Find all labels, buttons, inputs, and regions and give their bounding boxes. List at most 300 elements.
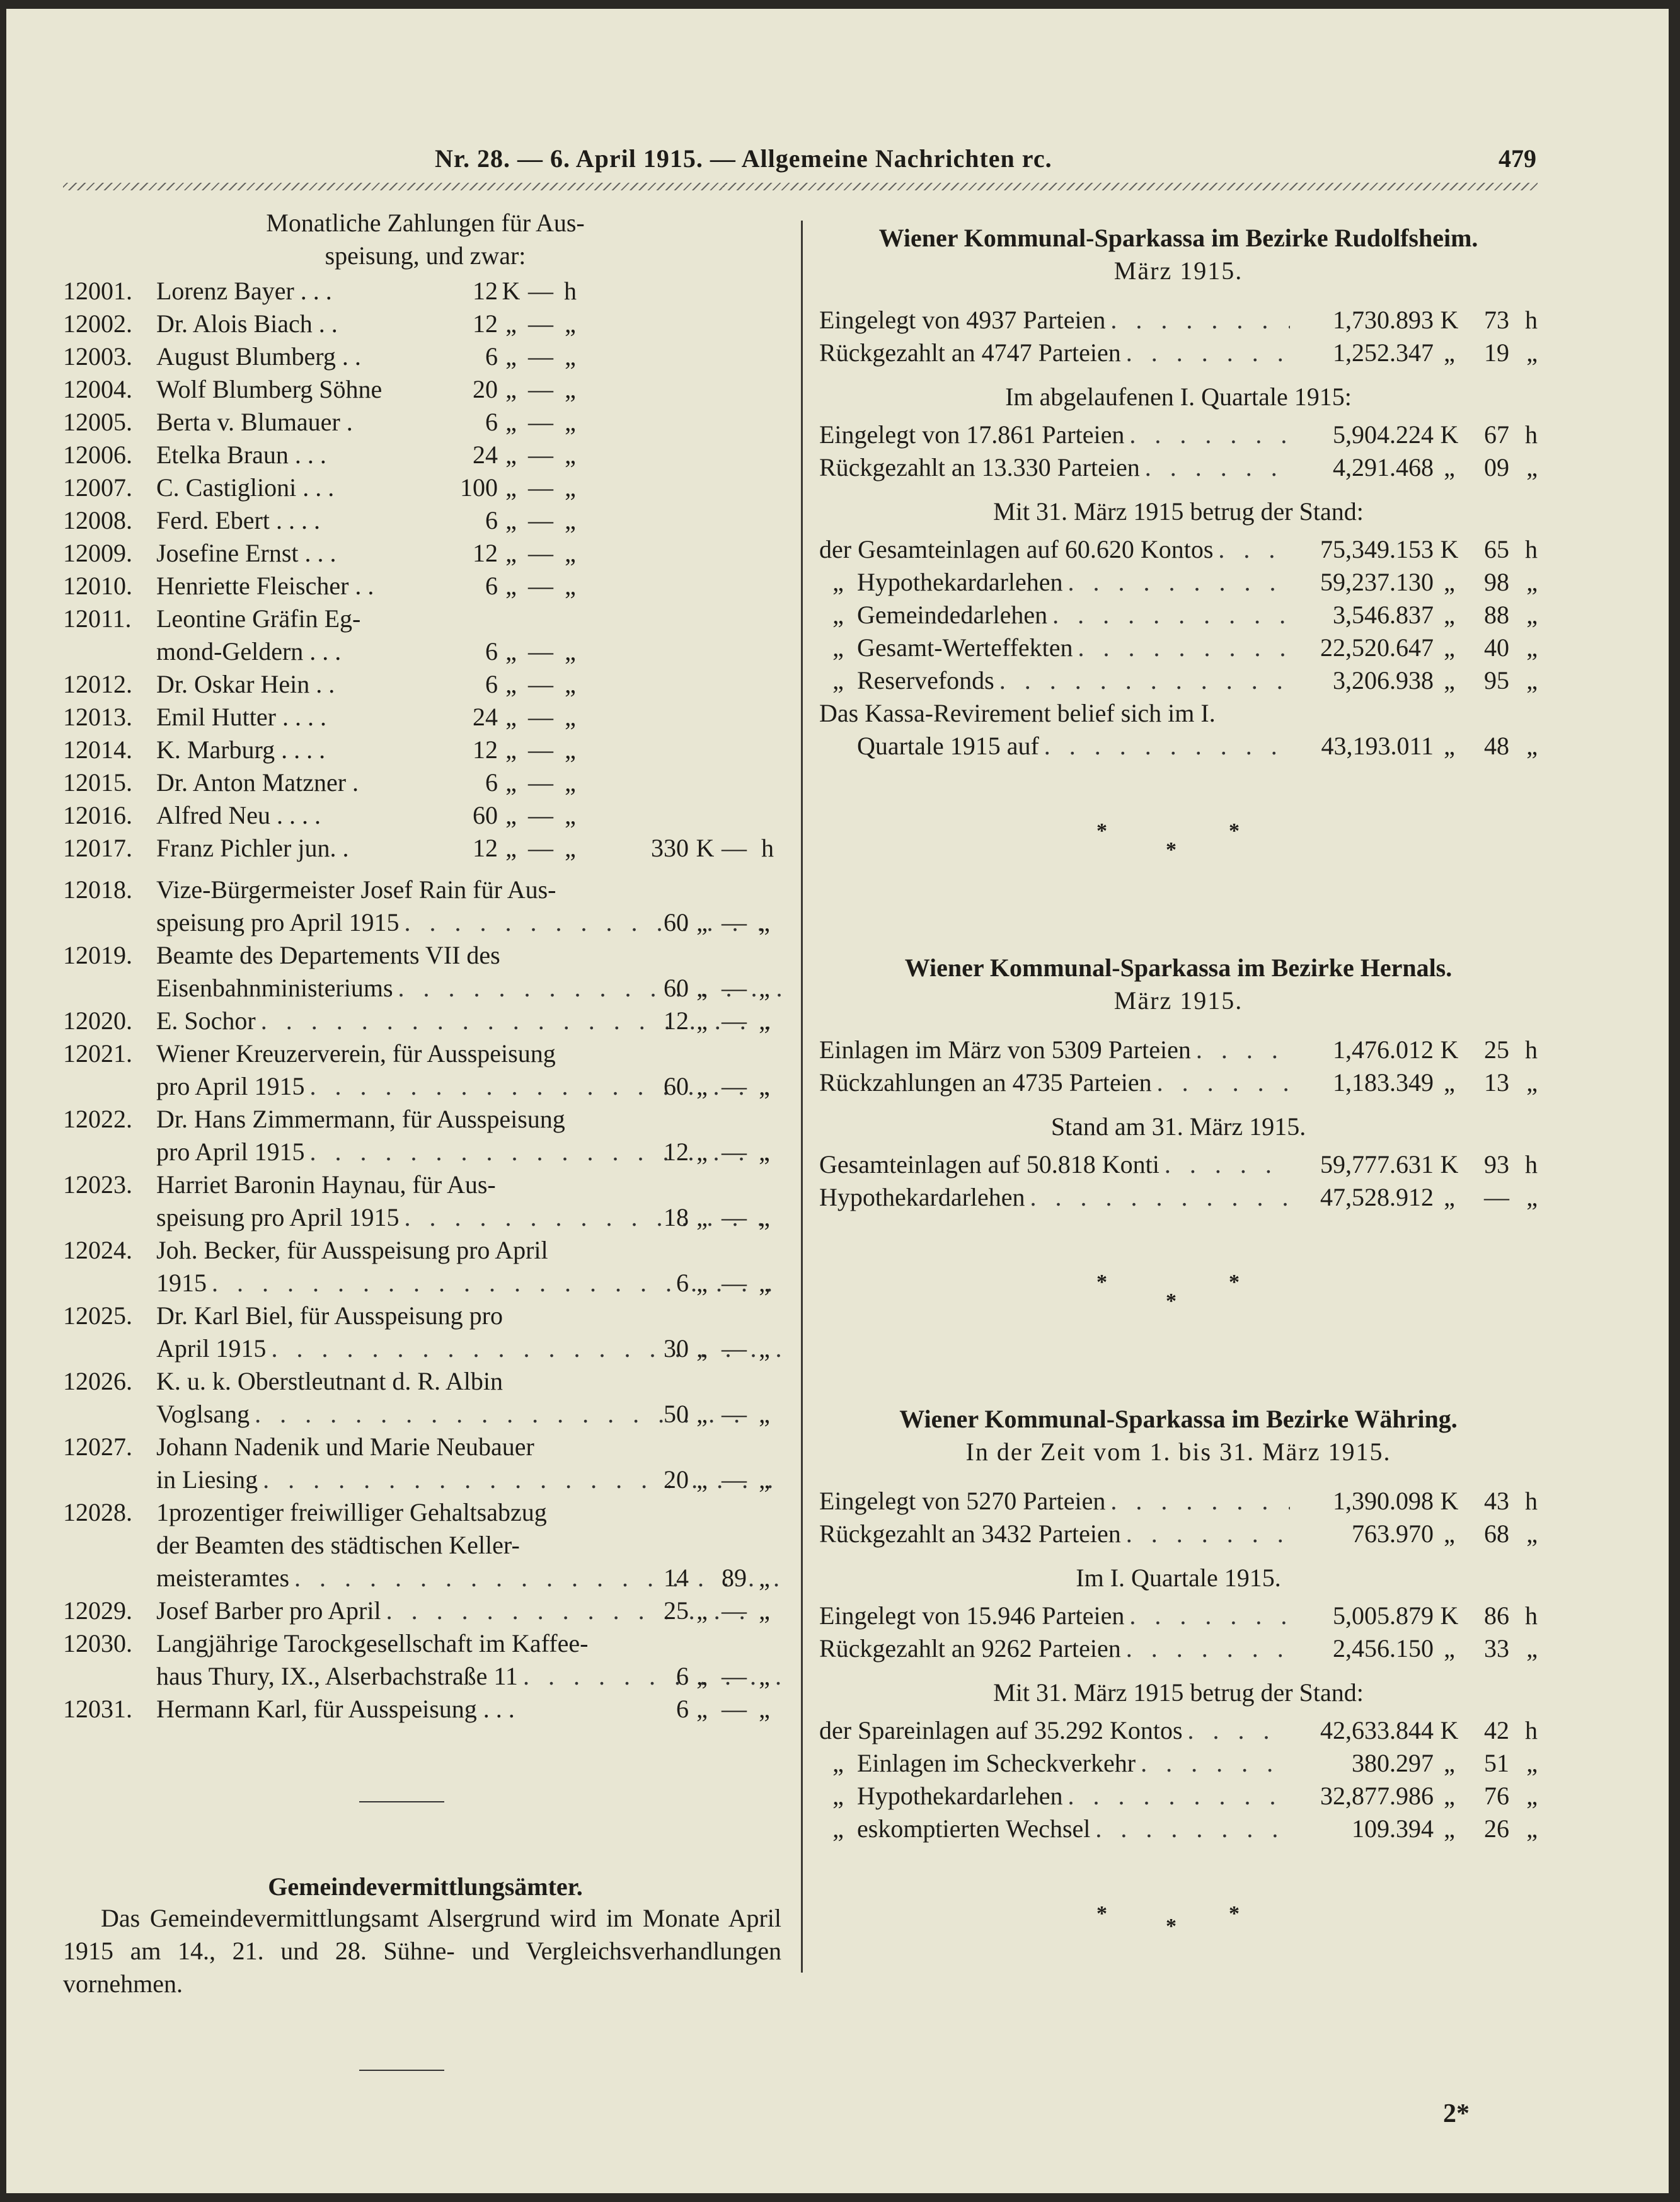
- savings-bank-column: [819, 222, 1538, 1971]
- entry-number: 12010.: [63, 572, 132, 600]
- dot-leader: [1188, 1714, 1290, 1747]
- list-item: [63, 340, 788, 373]
- entry-name: Josefine Ernst . . .: [156, 539, 337, 567]
- row-label: Einlagen im März von 5309 Parteien: [819, 1035, 1191, 1064]
- entry-heller-unit: „: [565, 637, 576, 666]
- row-unit: „: [1444, 1814, 1455, 1843]
- row-label: Rückgezahlt an 13.330 Parteien: [819, 453, 1140, 481]
- entry-name: Hermann Karl, für Ausspeisung . . .: [156, 1695, 515, 1723]
- account-row: [819, 1034, 1538, 1066]
- entry-heller: —: [528, 834, 553, 862]
- entry-name: K. u. k. Oberstleutnant d. R. Albin: [156, 1367, 503, 1395]
- dot-leader: [1218, 533, 1290, 566]
- subheading: Im I. Quartale 1915.: [1076, 1564, 1281, 1592]
- dot-leader: [1129, 418, 1290, 451]
- list-item: [63, 1627, 788, 1693]
- dot-leader: [1078, 631, 1290, 664]
- entry-heller-unit: „: [565, 768, 576, 797]
- star-mark: *: [1096, 819, 1107, 843]
- entry-heller-unit: „: [565, 408, 576, 436]
- list-item-line: [63, 939, 788, 972]
- list-heading-line-1: Monatliche Zahlungen für Aus-: [266, 209, 585, 237]
- entry-number: 12006.: [63, 441, 132, 469]
- list-heading-line-2: speisung, und zwar:: [325, 241, 526, 270]
- list-item-line: [63, 275, 788, 308]
- entry-name: pro April 1915: [156, 1072, 305, 1100]
- entry-heller-unit: „: [565, 834, 576, 862]
- account-row: [819, 1066, 1538, 1099]
- entry-heller: —: [722, 1269, 747, 1297]
- dot-leader: [1068, 566, 1290, 599]
- row-unit: „: [1444, 666, 1455, 695]
- row-heller-unit: h: [1525, 535, 1538, 563]
- row-heller-unit: „: [1526, 666, 1538, 695]
- list-item-line: [63, 734, 788, 766]
- account-row: [819, 1181, 1538, 1214]
- entry-unit: „: [696, 1203, 708, 1231]
- entry-heller: —: [722, 1662, 747, 1690]
- row-amount: 1,476.012: [1333, 1035, 1434, 1064]
- entry-number: 12025.: [63, 1301, 132, 1330]
- row-unit: „: [1444, 601, 1455, 629]
- row-heller-unit: „: [1526, 1068, 1538, 1097]
- entry-unit: „: [505, 670, 517, 698]
- list-item: [63, 471, 788, 504]
- entry-heller-unit: „: [565, 506, 576, 534]
- list-item-line: [63, 373, 788, 406]
- header-wavy-rule: [63, 183, 1538, 190]
- list-item: [63, 1168, 788, 1234]
- entry-number: 12024.: [63, 1236, 132, 1264]
- row-amount: 763.970: [1352, 1519, 1434, 1548]
- list-item-line: [63, 1431, 788, 1463]
- star-mark: *: [1096, 1271, 1107, 1294]
- list-item: [63, 373, 788, 406]
- account-row: [819, 1780, 1538, 1813]
- star-mark: *: [1229, 819, 1240, 843]
- list-item-line: [63, 1168, 788, 1201]
- entry-number: 12018.: [63, 875, 132, 904]
- entry-name: Dr. Alois Biach . .: [156, 309, 338, 338]
- list-item: [63, 1431, 788, 1496]
- entry-name: Eisenbahnministeriums: [156, 974, 393, 1002]
- row-heller: —: [1484, 1183, 1509, 1211]
- entry-unit: „: [505, 473, 517, 502]
- entry-amount: 60: [664, 1072, 689, 1100]
- entry-heller: —: [528, 473, 553, 502]
- entry-heller: —: [528, 277, 553, 305]
- account-row: [819, 451, 1538, 484]
- report-period: März 1915.: [1113, 257, 1243, 285]
- dot-leader: [1126, 337, 1290, 369]
- entry-number: 12030.: [63, 1629, 132, 1657]
- entry-number: 12016.: [63, 801, 132, 829]
- entry-text: [156, 1168, 788, 1201]
- entry-heller-unit: „: [565, 572, 576, 600]
- star-mark: *: [1166, 1289, 1177, 1313]
- separator-stars: [819, 1845, 1538, 1971]
- row-heller: 95: [1484, 666, 1509, 695]
- list-item-line: [63, 1037, 788, 1070]
- entry-heller-unit: „: [759, 1006, 770, 1035]
- dot-leader: [1095, 1813, 1290, 1845]
- list-item-line: [63, 340, 788, 373]
- ditto-mark: „: [832, 666, 844, 695]
- row-unit: K: [1440, 306, 1459, 334]
- entry-unit: „: [505, 441, 517, 469]
- entry-heller: —: [528, 670, 553, 698]
- list-item-line: [63, 1332, 788, 1365]
- row-label: Hypothekardarlehen: [857, 1782, 1063, 1810]
- row-heller-unit: h: [1525, 1601, 1538, 1630]
- report-title: Wiener Kommunal-Sparkassa im Bezirke Hernals.: [904, 954, 1453, 982]
- entry-unit: „: [505, 801, 517, 829]
- list-item: [63, 1496, 788, 1594]
- row-amount: 22,520.647: [1320, 633, 1434, 662]
- row-heller-unit: „: [1526, 601, 1538, 629]
- list-item-line: [63, 1562, 788, 1594]
- savings-bank-report: [819, 1403, 1538, 1845]
- row-heller-unit: „: [1526, 453, 1538, 481]
- row-unit: K: [1440, 535, 1459, 563]
- entry-name: Johann Nadenik und Marie Neubauer: [156, 1432, 534, 1461]
- entry-name: C. Castiglioni . . .: [156, 473, 335, 502]
- ditto-mark: „: [832, 633, 844, 662]
- row-label: Eingelegt von 15.946 Parteien: [819, 1601, 1125, 1630]
- row-amount: 75,349.153: [1320, 535, 1434, 563]
- row-amount: 380.297: [1352, 1749, 1434, 1777]
- row-heller-unit: h: [1525, 1150, 1538, 1179]
- row-heller-unit: „: [1526, 1634, 1538, 1663]
- entry-amount: 25: [664, 1596, 689, 1625]
- entry-name: haus Thury, IX., Alserbachstraße 11: [156, 1662, 518, 1690]
- entry-number: 12022.: [63, 1105, 132, 1133]
- list-item-line: [63, 1627, 788, 1660]
- entry-number: 12031.: [63, 1695, 132, 1723]
- row-heller-unit: „: [1526, 732, 1538, 760]
- entry-name: Emil Hutter . . . .: [156, 703, 326, 731]
- row-heller: 76: [1484, 1782, 1509, 1810]
- list-item: [63, 734, 788, 766]
- dot-leader: [1165, 1148, 1290, 1181]
- dot-leader: [1110, 304, 1290, 337]
- entry-number: 12005.: [63, 408, 132, 436]
- entry-heller: —: [528, 375, 553, 403]
- savings-bank-report: [819, 222, 1538, 763]
- row-amount: 109.394: [1352, 1814, 1434, 1843]
- row-unit: K: [1440, 1601, 1459, 1630]
- star-mark: *: [1166, 838, 1177, 862]
- list-item: [63, 873, 788, 939]
- entry-name: Beamte des Departements VII des: [156, 941, 500, 969]
- row-amount: 2,456.150: [1333, 1634, 1434, 1663]
- entry-text: [156, 1234, 788, 1267]
- entry-heller: —: [722, 1596, 747, 1625]
- entry-name: E. Sochor: [156, 1006, 256, 1035]
- row-heller-unit: „: [1526, 1519, 1538, 1548]
- entry-heller-unit: „: [759, 1138, 770, 1166]
- list-item-line: [63, 1201, 788, 1234]
- entry-unit: „: [505, 703, 517, 731]
- entry-amount: 6: [485, 572, 498, 600]
- row-heller: 86: [1484, 1601, 1509, 1630]
- entry-amount: 6: [676, 1269, 689, 1297]
- entry-number: 12014.: [63, 735, 132, 764]
- row-heller: 19: [1484, 338, 1509, 367]
- entry-unit: „: [505, 506, 517, 534]
- entry-amount: 60: [473, 801, 498, 829]
- list-item: [63, 570, 788, 602]
- row-unit: „: [1444, 1183, 1455, 1211]
- entry-heller: —: [528, 342, 553, 371]
- entry-heller-unit: „: [759, 1400, 770, 1428]
- ditto-mark: „: [832, 1749, 844, 1777]
- entry-heller-unit: „: [759, 974, 770, 1002]
- list-item-line: [63, 537, 788, 570]
- row-amount: 47,528.912: [1320, 1183, 1434, 1211]
- entry-heller: —: [528, 637, 553, 666]
- row-heller-unit: „: [1526, 1814, 1538, 1843]
- entry-amount: 30: [664, 1334, 689, 1363]
- entry-unit: „: [505, 539, 517, 567]
- entry-heller-unit: „: [759, 1269, 770, 1297]
- entry-amount: 6: [485, 506, 498, 534]
- row-label: Hypothekardarlehen: [819, 1183, 1025, 1211]
- account-row: [819, 664, 1538, 697]
- section-rule-bottom: [359, 2070, 444, 2071]
- entry-amount: 24: [473, 703, 498, 731]
- running-header: Nr. 28. — 6. April 1915. — Allgemeine Nachrichten rc.: [435, 144, 1052, 173]
- row-heller: 73: [1484, 306, 1509, 334]
- list-item-line: [63, 602, 788, 635]
- entry-name: 1prozentiger freiwilliger Gehaltsabzug: [156, 1498, 547, 1526]
- row-amount: 42,633.844: [1320, 1716, 1434, 1744]
- text-line: Das Kassa-Revirement belief sich im I.: [819, 699, 1216, 727]
- row-heller-unit: „: [1526, 1782, 1538, 1810]
- entry-amount: 6: [485, 670, 498, 698]
- entry-heller-unit: „: [759, 1203, 770, 1231]
- account-row: [819, 337, 1538, 369]
- entry-number: 12023.: [63, 1170, 132, 1199]
- list-item: [63, 939, 788, 1005]
- entry-heller-unit: „: [759, 1596, 770, 1625]
- row-amount: 1,390.098: [1333, 1487, 1434, 1515]
- section-title: Gemeindevermittlungsämter.: [268, 1872, 583, 1901]
- row-heller: 40: [1484, 633, 1509, 662]
- entry-heller-unit: „: [759, 1072, 770, 1100]
- dot-leader: [999, 664, 1290, 697]
- list-item: [63, 504, 788, 537]
- entry-name: Langjährige Tarockgesellschaft im Kaffee-: [156, 1629, 589, 1657]
- row-amount: 3,206.938: [1333, 666, 1434, 695]
- row-heller-unit: „: [1526, 1749, 1538, 1777]
- list-item-line: [63, 668, 788, 701]
- entry-heller: —: [528, 506, 553, 534]
- entry-amount: 60: [664, 908, 689, 937]
- entry-name: Henriette Fleischer . .: [156, 572, 374, 600]
- entry-unit: „: [505, 735, 517, 764]
- ditto-mark: [819, 730, 857, 763]
- row-unit: „: [1444, 568, 1455, 596]
- subtotal-h: h: [761, 834, 774, 862]
- entry-unit: „: [696, 1334, 708, 1363]
- row-unit: „: [1444, 1519, 1455, 1548]
- list-item-line: [63, 1300, 788, 1332]
- entry-heller: —: [722, 1465, 747, 1494]
- star-mark: *: [1166, 1915, 1177, 1938]
- separator-stars: [819, 763, 1538, 952]
- ditto-mark: „: [832, 601, 844, 629]
- account-row: [819, 1714, 1538, 1747]
- account-row: [819, 1813, 1538, 1845]
- list-item-line: [63, 1463, 788, 1496]
- row-label: Eingelegt von 17.861 Parteien: [819, 420, 1125, 449]
- account-row: [819, 1632, 1538, 1665]
- row-heller: 88: [1484, 601, 1509, 629]
- entry-amount: 20: [664, 1465, 689, 1494]
- subheading: Stand am 31. März 1915.: [1050, 1112, 1306, 1141]
- entry-unit: „: [696, 1465, 708, 1494]
- entry-heller: —: [528, 539, 553, 567]
- account-row: [819, 1148, 1538, 1181]
- entry-heller: —: [722, 1400, 747, 1428]
- entry-text: [156, 1300, 788, 1332]
- row-label: Eingelegt von 4937 Parteien: [819, 306, 1106, 334]
- subtotal-u: K: [696, 834, 715, 862]
- entry-text: [156, 1037, 788, 1070]
- row-heller-unit: h: [1525, 1487, 1538, 1515]
- row-unit: „: [1444, 338, 1455, 367]
- row-heller: 42: [1484, 1716, 1509, 1744]
- row-heller: 51: [1484, 1749, 1509, 1777]
- account-row: [819, 1600, 1538, 1632]
- section-rule: [359, 1801, 444, 1802]
- star-mark: *: [1096, 1902, 1107, 1925]
- account-row: [819, 566, 1538, 599]
- row-heller: 48: [1484, 732, 1509, 760]
- entry-text: [156, 1562, 788, 1594]
- entry-amount: 12: [664, 1138, 689, 1166]
- entry-text: [156, 1496, 788, 1529]
- list-item-line: [63, 873, 788, 906]
- entry-heller: —: [722, 1006, 747, 1035]
- row-heller-unit: „: [1526, 338, 1538, 367]
- list-item-line: [63, 701, 788, 734]
- entry-text: [156, 1529, 788, 1562]
- entry-heller-unit: „: [565, 539, 576, 567]
- entry-number: 12007.: [63, 473, 132, 502]
- entry-amount: 18: [664, 1203, 689, 1231]
- row-unit: K: [1440, 1150, 1459, 1179]
- entry-name: der Beamten des städtischen Keller-: [156, 1531, 520, 1559]
- entry-number: 12019.: [63, 941, 132, 969]
- dot-leader: [1126, 1632, 1290, 1665]
- entry-heller-unit: h: [564, 277, 577, 305]
- row-heller: 33: [1484, 1634, 1509, 1663]
- row-label: Gemeindedarlehen: [857, 601, 1048, 629]
- entry-heller: —: [722, 974, 747, 1002]
- entry-unit: „: [696, 1138, 708, 1166]
- entry-name: Berta v. Blumauer .: [156, 408, 353, 436]
- account-row: [819, 1485, 1538, 1518]
- account-row: [819, 533, 1538, 566]
- dot-leader: [1110, 1485, 1290, 1518]
- entry-text: [156, 602, 788, 635]
- ditto-mark: „: [832, 568, 844, 596]
- entry-number: 12017.: [63, 834, 132, 862]
- entry-unit: „: [505, 768, 517, 797]
- entry-name: Joh. Becker, für Ausspeisung pro April: [156, 1236, 548, 1264]
- entry-amount: 6: [485, 408, 498, 436]
- list-item: [63, 406, 788, 439]
- entry-amount: 12: [664, 1006, 689, 1035]
- dot-leader: [1141, 1747, 1290, 1780]
- entry-unit: „: [505, 408, 517, 436]
- row-amount: 4,291.468: [1333, 453, 1434, 481]
- list-item: [63, 308, 788, 340]
- entry-heller-unit: „: [565, 703, 576, 731]
- signature-mark: 2*: [1443, 2099, 1470, 2128]
- entry-heller: —: [722, 908, 747, 937]
- entry-number: 12029.: [63, 1596, 132, 1625]
- entry-amount: 6: [485, 342, 498, 371]
- entry-heller: —: [528, 572, 553, 600]
- list-item: [63, 537, 788, 570]
- row-label: der Spareinlagen auf 35.292 Kontos: [819, 1716, 1183, 1744]
- entry-number: 12008.: [63, 506, 132, 534]
- dot-leader: [310, 1136, 783, 1168]
- list-item: [63, 668, 788, 701]
- row-label: Reservefonds: [857, 666, 994, 695]
- subheading: Mit 31. März 1915 betrug der Stand:: [993, 497, 1364, 526]
- entry-heller-unit: „: [565, 375, 576, 403]
- entry-amount: 12: [473, 309, 498, 338]
- subheading: Mit 31. März 1915 betrug der Stand:: [993, 1678, 1364, 1707]
- row-heller: 67: [1484, 420, 1509, 449]
- entry-name: Dr. Anton Matzner .: [156, 768, 359, 797]
- row-amount: 1,252.347: [1333, 338, 1434, 367]
- dot-leader: [1126, 1518, 1290, 1550]
- subtotal-m: —: [722, 834, 747, 862]
- row-heller: 68: [1484, 1519, 1509, 1548]
- entry-amount: 12: [473, 735, 498, 764]
- subtotal-amount: 330: [651, 834, 689, 862]
- list-item-line: [63, 471, 788, 504]
- entry-heller-unit: „: [565, 309, 576, 338]
- row-label: Hypothekardarlehen: [857, 568, 1063, 596]
- entry-name: Lorenz Bayer . . .: [156, 277, 332, 305]
- star-mark: *: [1229, 1271, 1240, 1294]
- entry-heller-unit: „: [565, 473, 576, 502]
- entry-heller: —: [528, 408, 553, 436]
- entry-amount: 12: [473, 277, 498, 305]
- entry-name: speisung pro April 1915: [156, 1203, 400, 1231]
- row-unit: K: [1440, 1716, 1459, 1744]
- account-row: [819, 304, 1538, 337]
- entry-heller-unit: „: [759, 908, 770, 937]
- list-item: [63, 701, 788, 734]
- entry-name: Dr. Hans Zimmermann, für Ausspeisung: [156, 1105, 565, 1133]
- row-label: Gesamt-Werteffekten: [857, 633, 1073, 662]
- entry-name: August Blumberg . .: [156, 342, 361, 371]
- entry-name: speisung pro April 1915: [156, 908, 400, 937]
- entry-heller-unit: „: [565, 342, 576, 371]
- list-item: [63, 1300, 788, 1365]
- entry-name: in Liesing: [156, 1465, 258, 1494]
- list-item-line: [63, 1496, 788, 1529]
- row-heller: 25: [1484, 1035, 1509, 1064]
- list-item-line: [63, 1070, 788, 1103]
